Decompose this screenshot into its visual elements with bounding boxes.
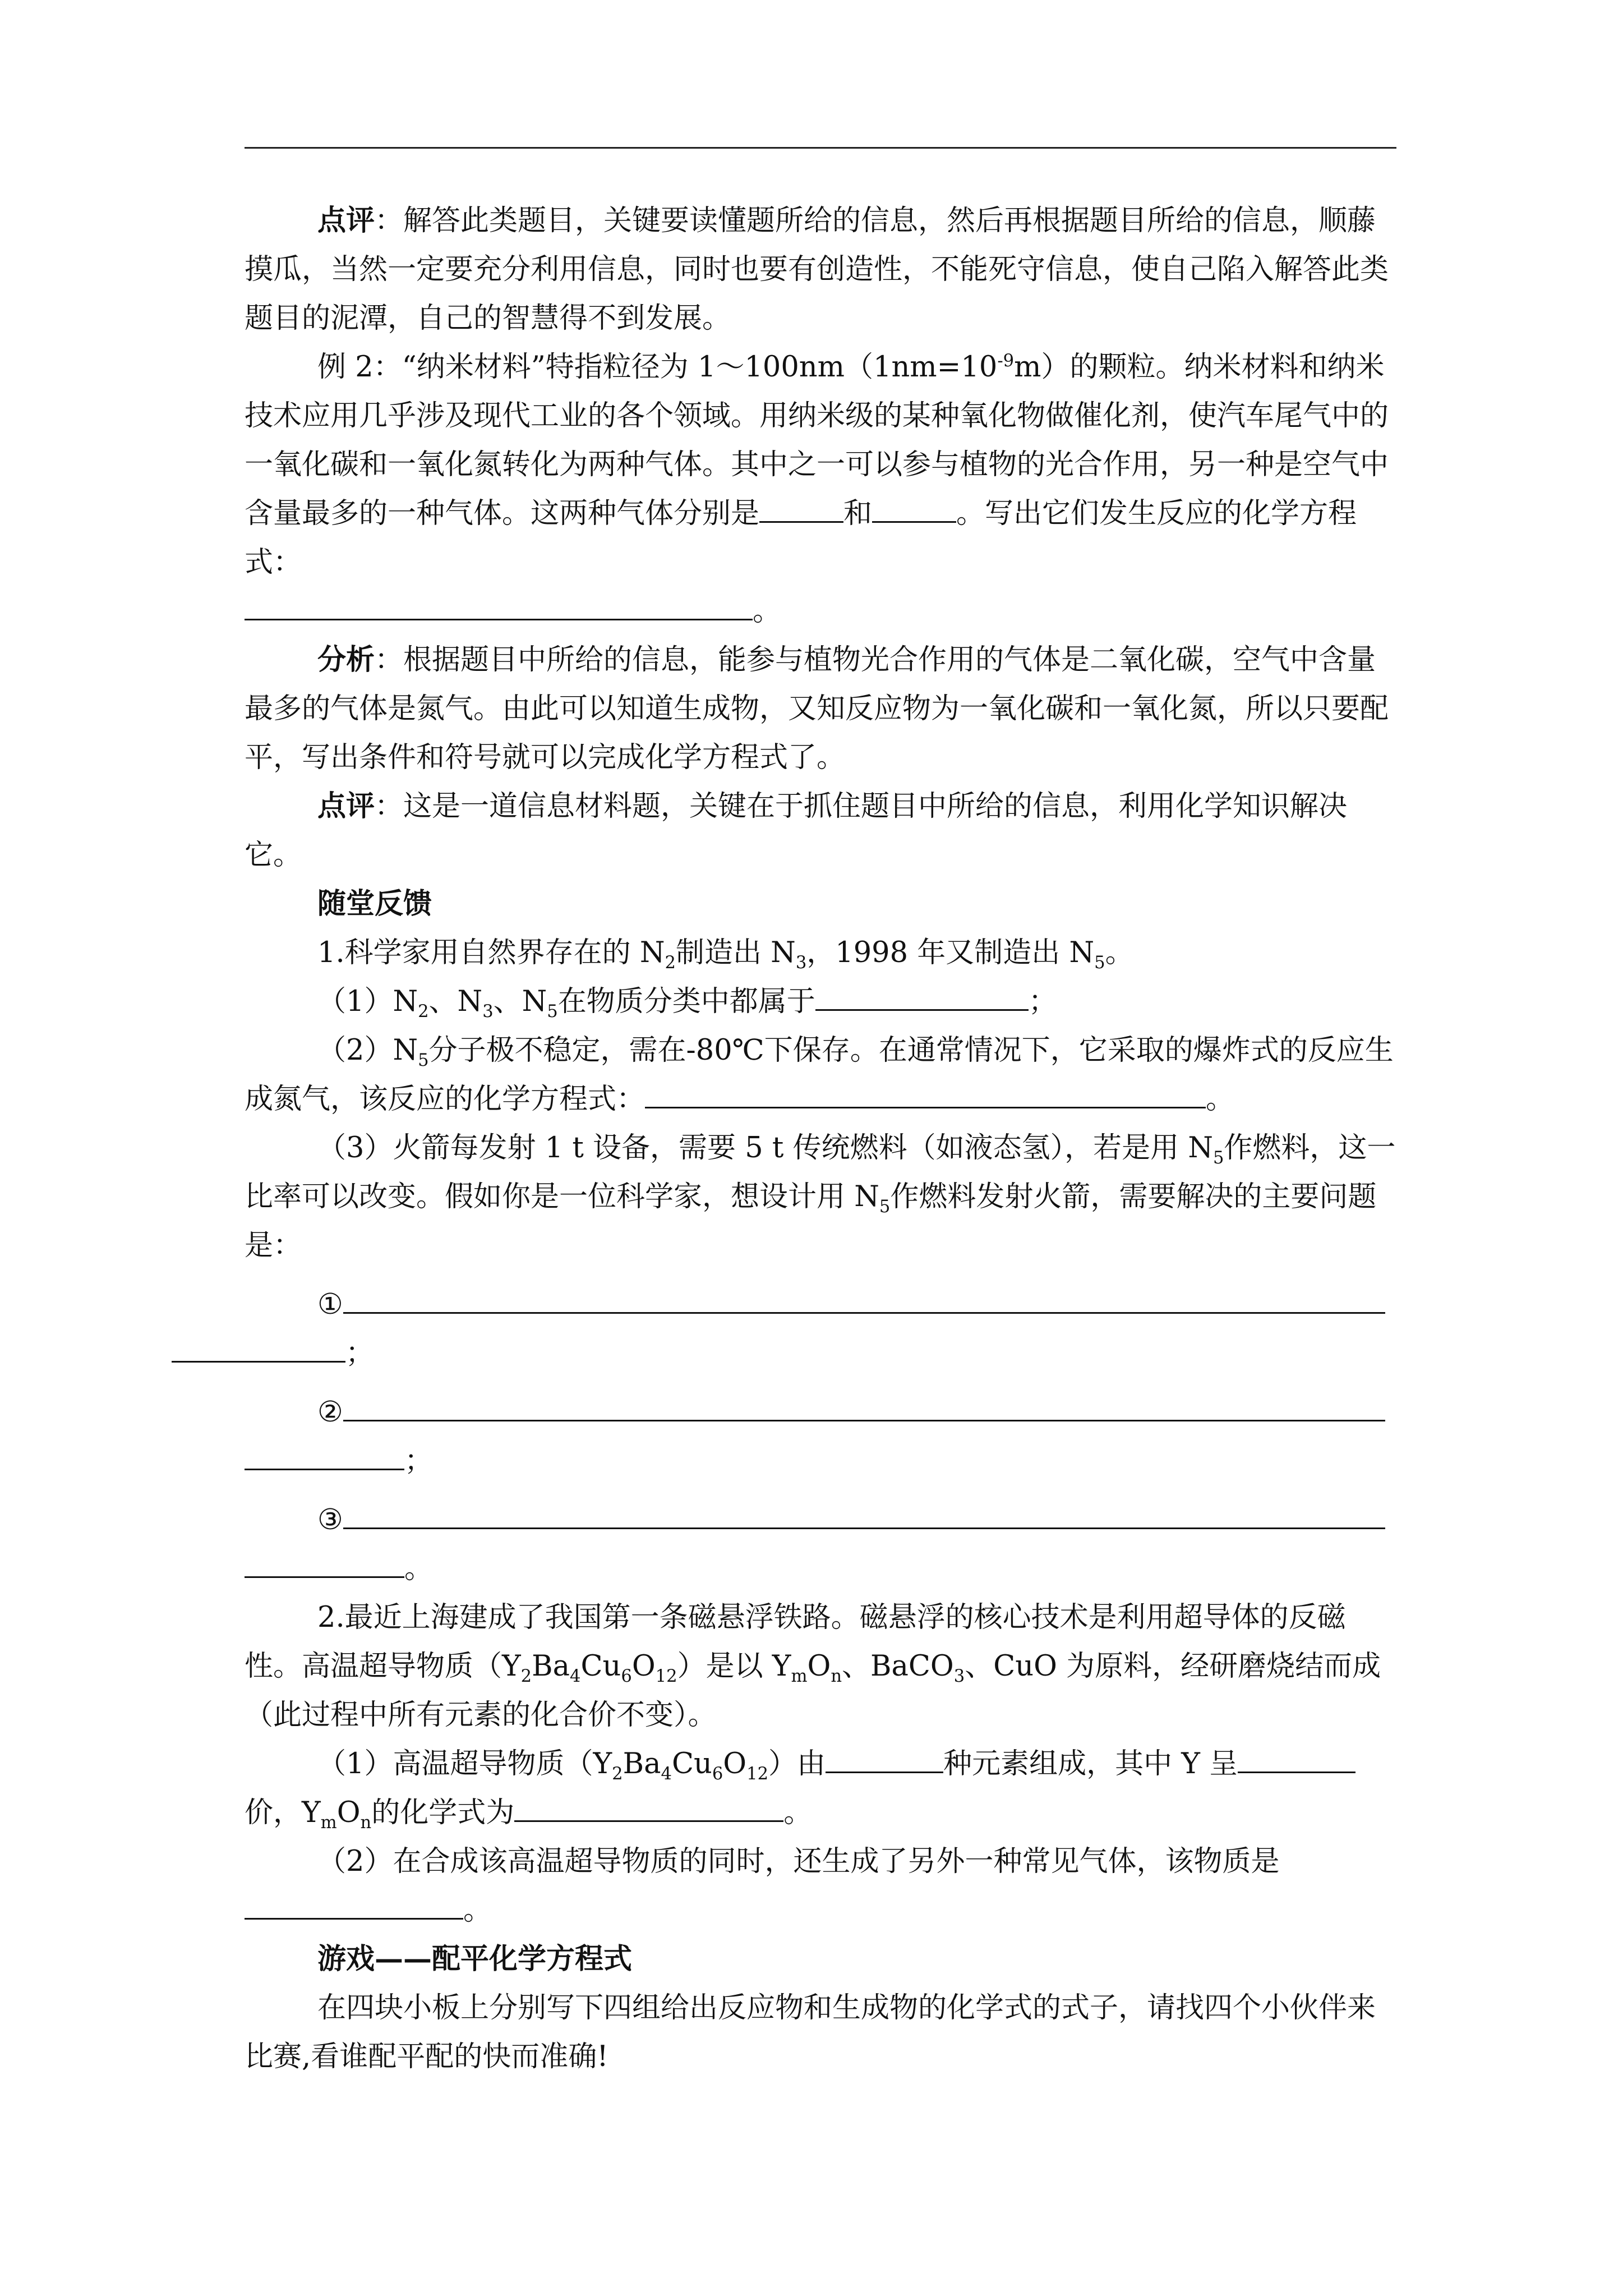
question-2-part-1: （1）高温超导物质$(Y_2Ba_4Cu_6O_{12})$由 种元素组成，其中 Y 呈价，$Y_mO_n$的化学式为 。 — [245, 1740, 1396, 1837]
answer-blank-gas-1[interactable] — [759, 492, 843, 523]
section-title-game: 游戏——配平化学方程式 — [317, 1942, 633, 1976]
analysis-paragraph: 分析：根据题目中所给的信息，能参与植物光合作用的气体是二氧化碳，空气中含量最多的气体是氮气。由此可以知道生成物，又知反应物为一氧化碳和一氧化氮，所以只要配平，写出条件和符号就可以完成化学方程式了。 — [245, 643, 1389, 774]
section-title-feedback: 随堂反馈 — [317, 887, 432, 921]
answer-blank-valence[interactable] — [1238, 1742, 1355, 1773]
answer-blank-problem-1-cont[interactable] — [172, 1332, 345, 1363]
question-1-part-1: $(1)N_2$、$N_3$、$N_5$在物质分类中都属于 ； — [245, 977, 1396, 1026]
answer-blank-gas[interactable] — [245, 1889, 463, 1920]
example-2-paragraph: 例 2：“纳米材料”特指粒径为 $1\sim 100nm(1nm=10^{-9}m)$的颗粒。纳米材料和纳米技术应用几乎涉及现代工业的各个领域。用纳米级的某种氧化物做催化剂，使汽车尾气中的一氧化碳和一氧化氮转化为两种气体。其中之一可以参与植物的光合作用，另一种是空气中含量最多的一种气体。这两种气体分别是 和 。写出它们发生反应的化学方程式： 。 — [245, 351, 1389, 628]
question-2-part-2: （2）在合成该高温超导物质的同时，还生成了另外一种常见气体，该物质是。 — [245, 1837, 1396, 1935]
question-1-part-3: （3）火箭每发射 1 t 设备，需要 5 t 传统燃料（如液态氢），若是用 $N_5$作燃料，这一比率可以改变。假如你是一位科学家，想设计用 $N_5$作燃料发射火箭，需要解决的主要问题是： — [245, 1131, 1396, 1262]
answer-blank-formula[interactable] — [514, 1791, 783, 1822]
question-1-part-2: $(2)N_5$分子极不稳定，需在-80℃下保存。在通常情况下，它采取的爆炸式的反应生成氮气，该反应的化学方程式： 。 — [245, 1034, 1394, 1116]
answer-blank-classification[interactable] — [815, 980, 1029, 1011]
problem-line-2: ② ； — [245, 1388, 1396, 1485]
answer-blank-element-count[interactable] — [826, 1742, 943, 1773]
problem-line-1: ① ； — [245, 1280, 1396, 1378]
answer-blank-problem-3[interactable] — [343, 1498, 1385, 1529]
answer-blank-problem-2-cont[interactable] — [245, 1439, 404, 1470]
problem-line-3: ③ 。 — [245, 1496, 1396, 1593]
answer-blank-explosion-equation[interactable] — [645, 1078, 1206, 1108]
answer-blank-gas-2[interactable] — [872, 492, 956, 523]
question-1-intro: 1.科学家用自然界存在的 $N_2$制造出 $N_3$，1998 年又制造出 $N_5$。 — [317, 936, 1134, 973]
answer-blank-problem-1[interactable] — [343, 1283, 1385, 1314]
comment-label: 点评 — [317, 789, 375, 823]
question-2-intro: 2.最近上海建成了我国第一条磁悬浮铁路。磁悬浮的核心技术是利用超导体的反磁性。高温超导物质$(Y_2Ba_4Cu_6O_{12})$是以 $Y_mO_n$、BaCO$_3$、CuO 为原料，经研磨烧结而成（此过程中所有元素的化合价不变）。 — [245, 1601, 1381, 1732]
answer-blank-equation[interactable] — [245, 590, 753, 620]
answer-blank-problem-3-cont[interactable] — [245, 1547, 404, 1578]
header-rule — [245, 147, 1396, 149]
comment-label: 点评 — [317, 204, 375, 237]
analysis-label: 分析 — [317, 643, 375, 677]
comment-paragraph-1: 点评：解答此类题目，关键要读懂题所给的信息，然后再根据题目所给的信息，顺藤摸瓜，当然一定要充分利用信息，同时也要有创造性，不能死守信息，使自己陷入解答此类题目的泥潭，自己的智慧得不到发展。 — [245, 204, 1389, 335]
comment-paragraph-2: 点评：这是一道信息材料题，关键在于抓住题目中所给的信息，利用化学知识解决它。 — [245, 789, 1348, 872]
answer-blank-problem-2[interactable] — [343, 1391, 1385, 1421]
document-body — [245, 196, 1396, 2081]
game-paragraph: 在四块小板上分别写下四组给出反应物和生成物的化学式的式子，请找四个小伙伴来比赛,看谁配平配的快而准确! — [245, 1991, 1376, 2073]
